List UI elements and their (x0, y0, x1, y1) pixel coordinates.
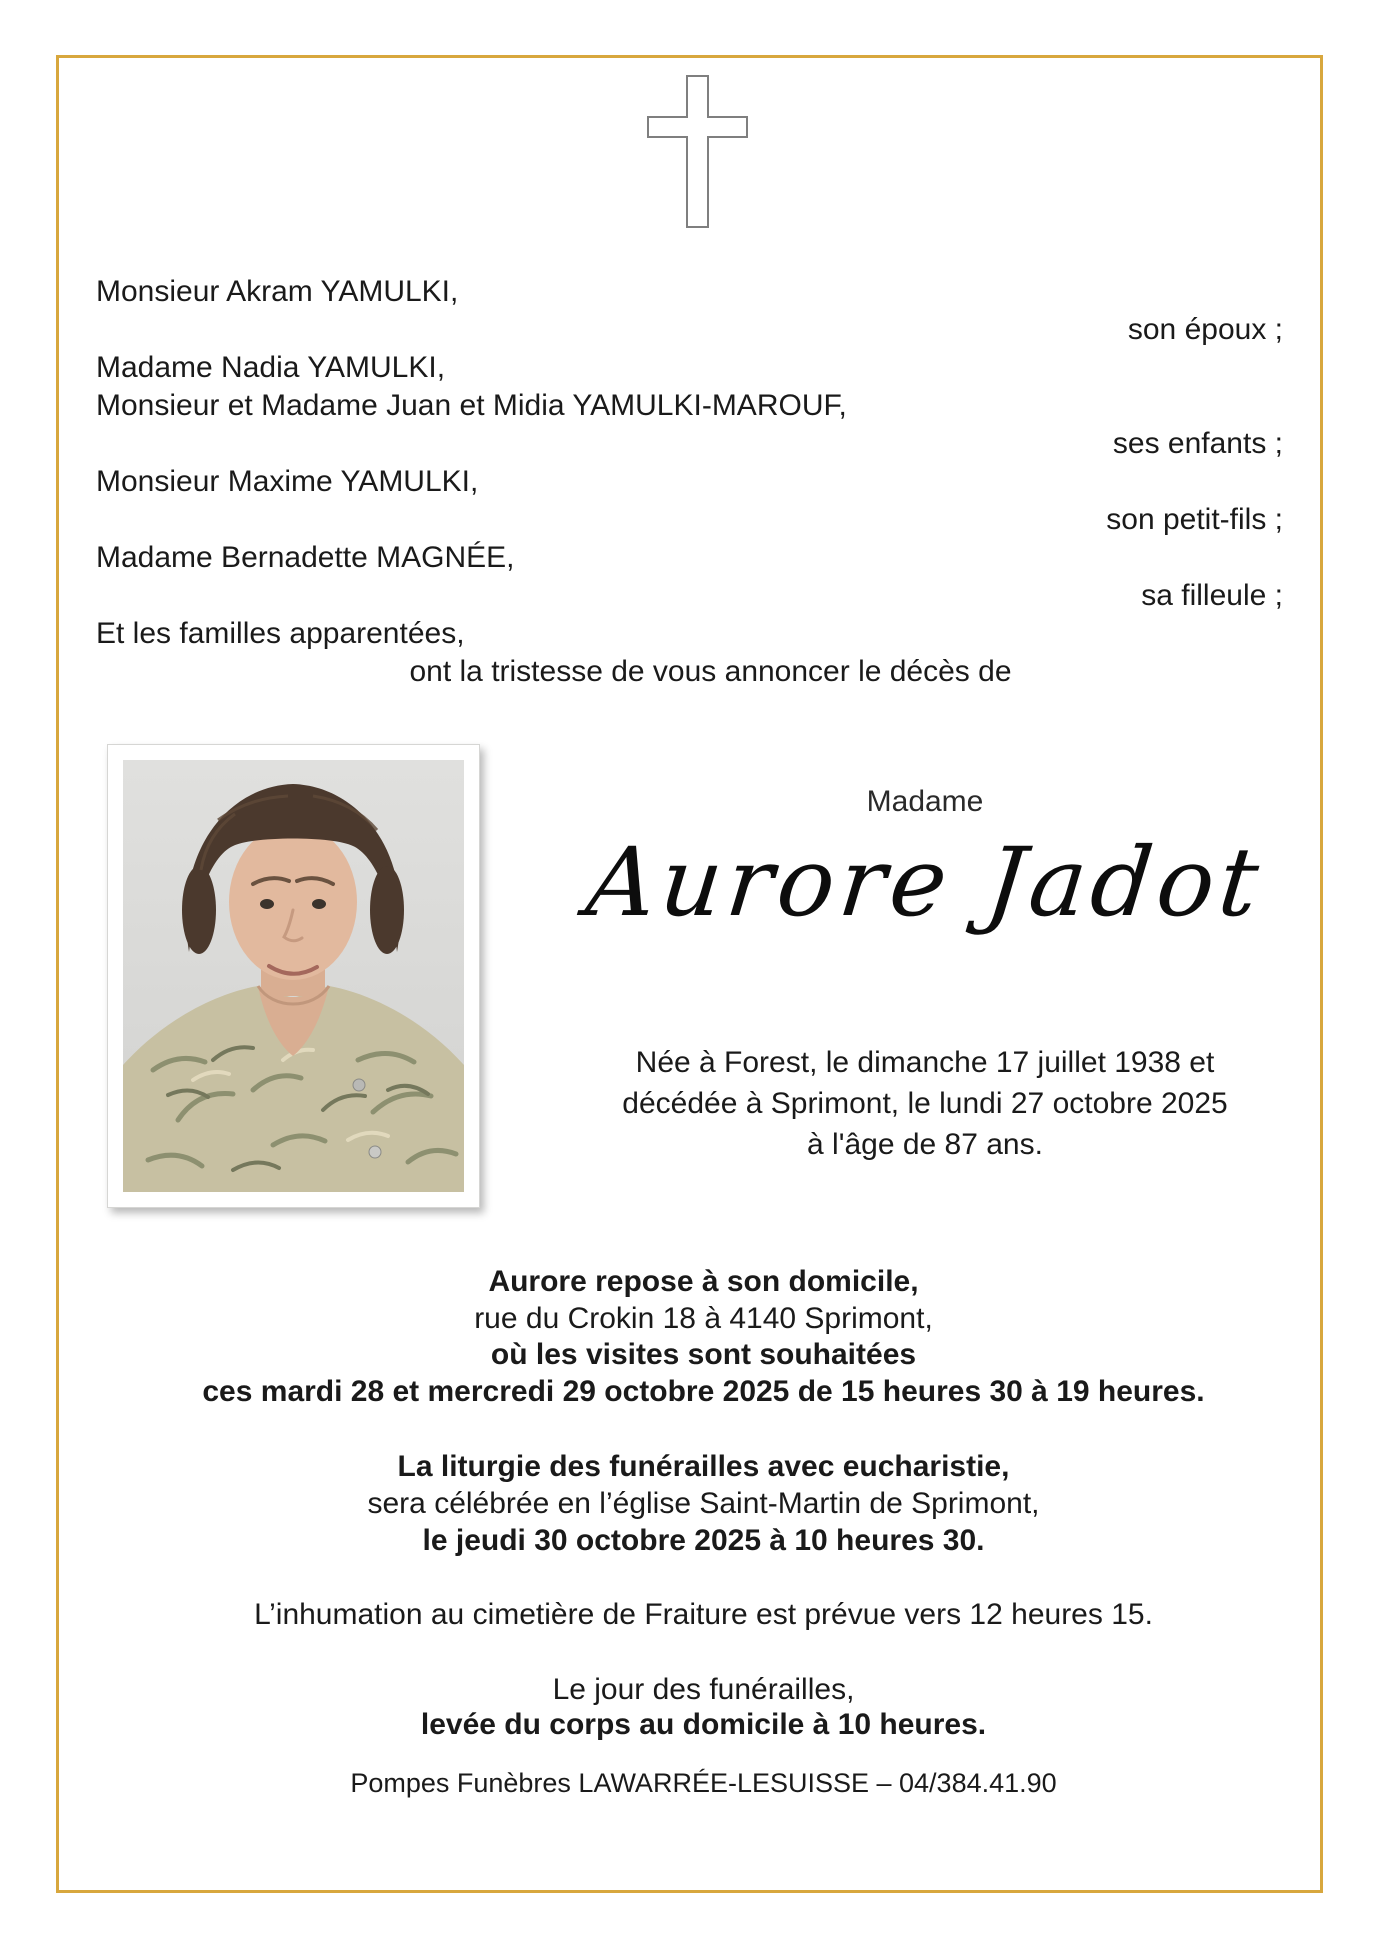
family-line-husband: Monsieur Akram YAMULKI, (96, 275, 459, 308)
burial-line: L’inhumation au cimetière de Fraiture est prévue vers 12 heures 15. (254, 1598, 1153, 1631)
deceased-portrait (123, 760, 464, 1192)
liturgy-line-title: La liturgie des funérailles avec eucharistie, (397, 1450, 1010, 1483)
funeral-day-block (56, 1672, 1323, 1742)
liturgy-block (56, 1448, 1323, 1559)
relation-line-husband: son époux ; (1127, 313, 1283, 346)
deceased-title: Madame (866, 785, 984, 818)
wake-line-home: Aurore repose à son domicile, (488, 1265, 919, 1298)
liturgy-line-church: sera célébrée en l’église Saint-Martin de Sprimont, (367, 1487, 1040, 1520)
wake-line-address: rue du Crokin 18 à 4140 Sprimont, (474, 1301, 933, 1335)
burial-block (56, 1597, 1323, 1633)
age-line: à l'âge de 87 ans. (807, 1128, 1043, 1161)
liturgy-line-date: le jeudi 30 octobre 2025 à 10 heures 30. (422, 1524, 985, 1557)
family-line-daughter: Madame Nadia YAMULKI, (96, 351, 446, 384)
funeral-home-block (56, 1768, 1323, 1798)
wake-line-visits: où les visites sont souhaitées (490, 1338, 917, 1371)
birth-line: Née à Forest, le dimanche 17 juillet 1938 et (635, 1046, 1215, 1079)
family-line-goddaughter: Madame Bernadette MAGNÉE, (96, 541, 515, 574)
body-removal-line: levée du corps au domicile à 10 heures. (420, 1708, 987, 1741)
deceased-name: Aurore Jadot (581, 828, 1269, 938)
announcement-intro-line: ont la tristesse de vous annoncer le décès de (409, 655, 1012, 688)
latin-cross-icon (646, 74, 749, 229)
deceased-photo-frame (107, 744, 480, 1208)
family-line-children: Monsieur et Madame Juan et Midia YAMULKI-MAROUF, (96, 389, 847, 422)
family-line-grandson: Monsieur Maxime YAMULKI, (96, 465, 479, 498)
family-announcement (56, 273, 1323, 691)
family-line-related-families: Et les familles apparentées, (96, 617, 465, 650)
relation-line-goddaughter: sa filleule ; (1141, 579, 1283, 612)
death-line: décédée à Sprimont, le lundi 27 octobre 2025 (622, 1087, 1228, 1120)
wake-block (56, 1264, 1323, 1410)
birth-death-block (545, 1042, 1305, 1165)
funeral-home-line: Pompes Funèbres LAWARRÉE-LESUISSE – 04/384.41.90 (350, 1768, 1057, 1798)
wake-line-dates: ces mardi 28 et mercredi 29 octobre 2025 de 15 heures 30 à 19 heures. (202, 1374, 1205, 1408)
relation-line-grandson: son petit-fils ; (1106, 503, 1283, 536)
funeral-day-line: Le jour des funérailles, (552, 1673, 855, 1706)
relation-line-children: ses enfants ; (1112, 427, 1283, 460)
